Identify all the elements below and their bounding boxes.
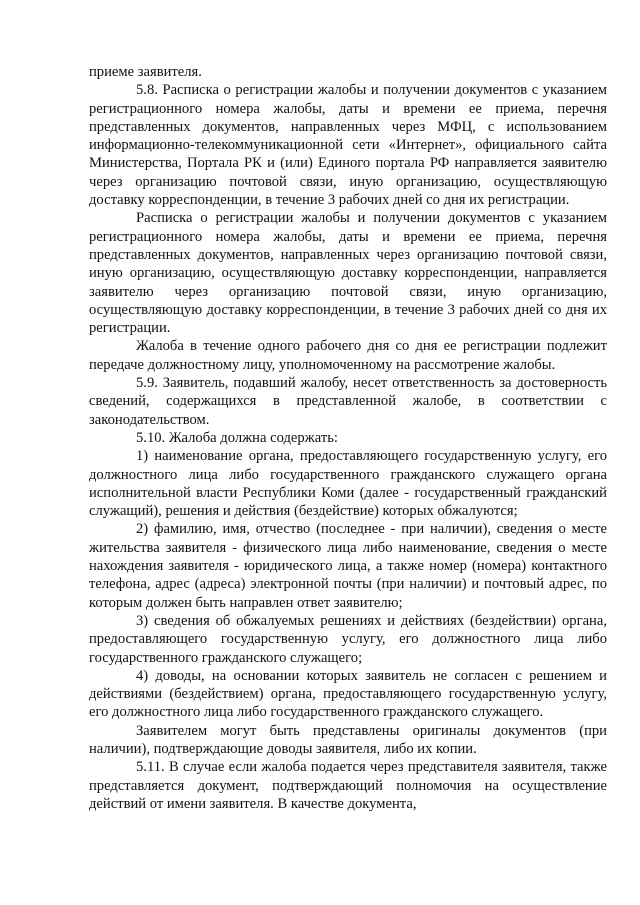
paragraph-complaint-transfer: Жалоба в течение одного рабочего дня со дня ее регистрации подлежит передаче должностному лицу, уполномоченному на рассмотрение жалобы. [89, 338, 607, 373]
list-item-3: 3) сведения об обжалуемых решениях и действиях (бездействии) органа, предоставляющего государственную услугу, его должностного лица либо государственного гражданского служащего; [89, 612, 607, 666]
list-item-2: 2) фамилию, имя, отчество (последнее - при наличии), сведения о месте жительства заявителя - физического лица либо наименование, сведения о месте нахождения заявителя - юридического лица, а также номер (номера) контактного телефона, адрес (адреса) электронной почты (при наличии) и почтовый адрес, по которым должен быть направлен ответ заявителю; [89, 521, 607, 611]
list-item-4: 4) доводы, на основании которых заявитель не согласен с решением и действиями (бездействием) органа, предоставляющего государственную услугу, его должностного лица либо государственного гражданского служащего. [89, 667, 607, 721]
document-body [89, 63, 607, 813]
paragraph-5-8: 5.8. Расписка о регистрации жалобы и получении документов с указанием регистрационного номера жалобы, даты и времени ее приема, перечня представленных документов, направленных через МФЦ, с использованием информационно-телекоммуникационной сети «Интернет», официального сайта Министерства, Портала РК и (или) Единого портала РФ направляется заявителю через организацию почтовой связи, иную организацию, осуществляющую доставку корреспонденции, в течение 3 рабочих дней со дня их регистрации. [89, 82, 607, 209]
list-item-1: 1) наименование органа, предоставляющего государственную услугу, его должностного лица либо государственного гражданского служащего органа исполнительной власти Республики Коми (далее - государственный гражданский служащий), решения и действия (бездействие) которых обжалуются; [89, 448, 607, 520]
paragraph-originals: Заявителем могут быть представлены оригиналы документов (при наличии), подтверждающие доводы заявителя, либо их копии. [89, 722, 607, 757]
paragraph-5-9: 5.9. Заявитель, подавший жалобу, несет ответственность за достоверность сведений, содержащихся в представленной жалобе, в соответствии с законодательством. [89, 375, 607, 428]
paragraph-receipt-postal: Расписка о регистрации жалобы и получении документов с указанием регистрационного номера жалобы, даты и времени ее приема, перечня представленных документов, направленных через организацию почтовой связи, иную организацию, осуществляющую доставку корреспонденции, направляется заявителю через организацию почтовой связи, иную организацию, осуществляющую доставку корреспонденции, в течение 3 рабочих дней со дня их регистрации. [89, 210, 607, 337]
paragraph-5-11: 5.11. В случае если жалоба подается через представителя заявителя, также представляется документ, подтверждающий полномочия на осуществление действий от имени заявителя. В качестве документа, [89, 759, 607, 812]
paragraph-5-10: 5.10. Жалоба должна содержать: [136, 429, 338, 446]
paragraph-continuation: приеме заявителя. [89, 64, 202, 80]
